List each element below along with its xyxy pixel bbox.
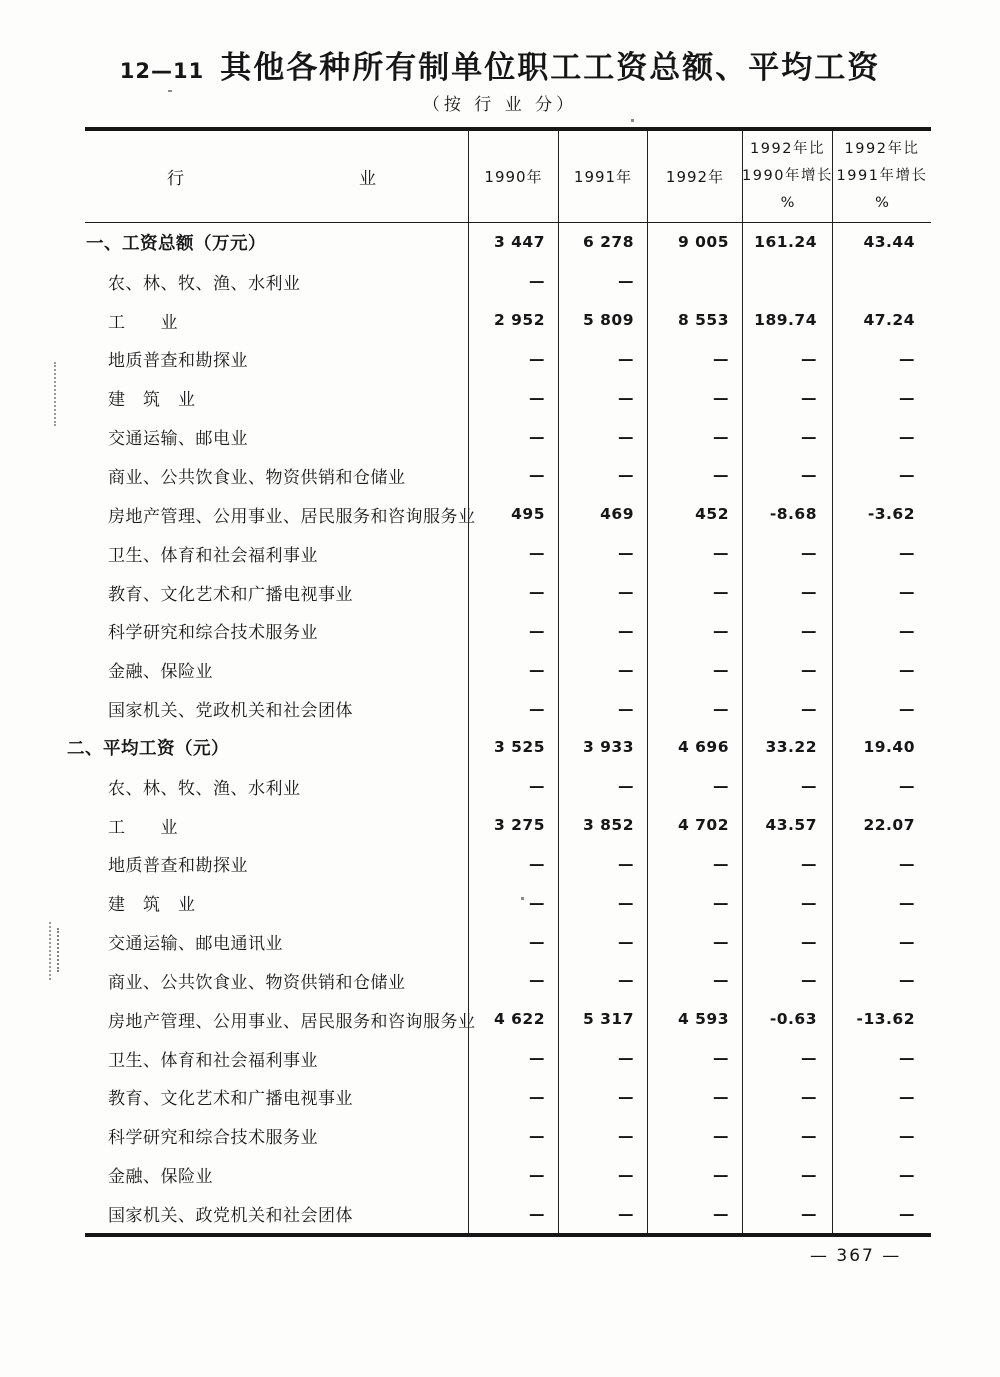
table-row xyxy=(85,301,931,340)
industry-label: 卫生、体育和社会福利事业 xyxy=(108,1050,318,1071)
value-1992: — xyxy=(647,1194,742,1233)
header-industry xyxy=(85,131,468,222)
growth-vs-1991: 47.24 xyxy=(832,301,931,340)
value-1992: — xyxy=(647,378,742,417)
growth-vs-1990: -0.63 xyxy=(742,1000,832,1039)
value-1992: — xyxy=(647,922,742,961)
value-1990: — xyxy=(468,611,558,650)
value-1990: — xyxy=(468,1155,558,1194)
value-1991: — xyxy=(558,340,647,379)
table-row xyxy=(85,340,931,379)
industry-label: 交通运输、邮电通讯业 xyxy=(108,934,283,955)
growth-vs-1990: -8.68 xyxy=(742,495,832,534)
table-row xyxy=(85,650,931,689)
value-1990: 495 xyxy=(468,495,558,534)
value-1991: 3 933 xyxy=(558,728,647,767)
growth-vs-1990: 161.24 xyxy=(742,223,832,262)
page-number: — 367 — xyxy=(810,1246,902,1266)
value-1990: — xyxy=(468,340,558,379)
table-row xyxy=(85,1155,931,1194)
growth-vs-1991: — xyxy=(832,456,931,495)
table-row xyxy=(85,573,931,612)
header-growth-vs-1991: 1992年比 1991年增长 % xyxy=(832,131,931,222)
industry-label: 工 业 xyxy=(108,817,178,838)
table-row xyxy=(85,534,931,573)
value-1990: — xyxy=(468,883,558,922)
growth-vs-1990: 43.57 xyxy=(742,806,832,845)
industry-label: 科学研究和综合技术服务业 xyxy=(108,1128,318,1149)
table-number: 12—11 xyxy=(119,59,205,83)
header-industry-left-char: 行 xyxy=(167,169,184,189)
value-1991: — xyxy=(558,1116,647,1155)
value-1992: — xyxy=(647,534,742,573)
value-1991: — xyxy=(558,456,647,495)
value-1990: — xyxy=(468,1039,558,1078)
table-row xyxy=(85,378,931,417)
value-1991: — xyxy=(558,262,647,301)
table-row xyxy=(85,767,931,806)
value-1991: — xyxy=(558,1039,647,1078)
table-row xyxy=(85,961,931,1000)
industry-label: 金融、保险业 xyxy=(108,662,213,683)
industry-label: 商业、公共饮食业、物资供销和仓储业 xyxy=(108,467,406,488)
header-1992: 1992年 xyxy=(647,131,742,222)
value-1990: — xyxy=(468,573,558,612)
industry-label: 地质普查和勘探业 xyxy=(108,856,248,877)
value-1990: — xyxy=(468,534,558,573)
growth-vs-1991: — xyxy=(832,845,931,884)
growth-vs-1991: 43.44 xyxy=(832,223,931,262)
table-row xyxy=(85,495,931,534)
table-body xyxy=(67,223,931,1233)
table-row xyxy=(85,1116,931,1155)
growth-vs-1990: — xyxy=(742,340,832,379)
growth-vs-1991: — xyxy=(832,922,931,961)
value-1990: — xyxy=(468,767,558,806)
growth-vs-1990: — xyxy=(742,767,832,806)
growth-vs-1990: — xyxy=(742,845,832,884)
growth-vs-1991: 19.40 xyxy=(832,728,931,767)
table-row xyxy=(85,611,931,650)
value-1990: — xyxy=(468,961,558,1000)
value-1991: 5 809 xyxy=(558,301,647,340)
table-row xyxy=(85,883,931,922)
industry-label: 房地产管理、公用事业、居民服务和咨询服务业 xyxy=(108,1011,476,1032)
statistics-table xyxy=(67,127,931,1237)
growth-vs-1991: — xyxy=(832,1078,931,1117)
value-1991: 469 xyxy=(558,495,647,534)
value-1990: — xyxy=(468,1116,558,1155)
value-1990: 3 447 xyxy=(468,223,558,262)
value-1991: — xyxy=(558,689,647,728)
table-row xyxy=(85,845,931,884)
value-1991: — xyxy=(558,883,647,922)
value-1992: 9 005 xyxy=(647,223,742,262)
growth-vs-1990: — xyxy=(742,689,832,728)
growth-vs-1990: — xyxy=(742,534,832,573)
value-1992: — xyxy=(647,573,742,612)
scan-artifact xyxy=(49,922,51,980)
growth-vs-1991: — xyxy=(832,573,931,612)
table-row xyxy=(85,223,931,262)
value-1991: — xyxy=(558,417,647,456)
value-1992: — xyxy=(647,611,742,650)
growth-vs-1990: — xyxy=(742,1155,832,1194)
growth-vs-1991: 22.07 xyxy=(832,806,931,845)
industry-label: 商业、公共饮食业、物资供销和仓储业 xyxy=(108,972,406,993)
industry-label: 金融、保险业 xyxy=(108,1167,213,1188)
value-1992: 4 593 xyxy=(647,1000,742,1039)
value-1990: 4 622 xyxy=(468,1000,558,1039)
table-row xyxy=(85,456,931,495)
growth-vs-1991: — xyxy=(832,417,931,456)
value-1990: — xyxy=(468,922,558,961)
value-1992: — xyxy=(647,845,742,884)
industry-label: 国家机关、党政机关和社会团体 xyxy=(108,701,353,722)
growth-vs-1991: — xyxy=(832,689,931,728)
growth-vs-1991: — xyxy=(832,767,931,806)
value-1991: 5 317 xyxy=(558,1000,647,1039)
industry-label: 房地产管理、公用事业、居民服务和咨询服务业 xyxy=(108,506,476,527)
growth-vs-1991: -3.62 xyxy=(832,495,931,534)
value-1991: — xyxy=(558,611,647,650)
growth-vs-1990: 189.74 xyxy=(742,301,832,340)
growth-vs-1991: — xyxy=(832,340,931,379)
value-1990: — xyxy=(468,417,558,456)
industry-label: 工 业 xyxy=(108,312,178,333)
value-1991: — xyxy=(558,378,647,417)
growth-vs-1990: — xyxy=(742,1078,832,1117)
value-1992: — xyxy=(647,1078,742,1117)
industry-label: 教育、文化艺术和广播电视事业 xyxy=(108,584,353,605)
header-industry-right-char: 业 xyxy=(359,169,376,189)
value-1991: — xyxy=(558,767,647,806)
table-row xyxy=(85,417,931,456)
value-1990: — xyxy=(468,378,558,417)
value-1991: — xyxy=(558,650,647,689)
table-row xyxy=(85,1039,931,1078)
value-1990: — xyxy=(468,1194,558,1233)
growth-vs-1991 xyxy=(832,262,931,301)
value-1991: — xyxy=(558,1078,647,1117)
growth-vs-1990: — xyxy=(742,378,832,417)
value-1992: — xyxy=(647,883,742,922)
growth-vs-1990: 33.22 xyxy=(742,728,832,767)
value-1992: — xyxy=(647,417,742,456)
value-1991: — xyxy=(558,1155,647,1194)
value-1992: — xyxy=(647,1116,742,1155)
header-1990: 1990年 xyxy=(468,131,558,222)
table-row xyxy=(85,806,931,845)
growth-vs-1990: — xyxy=(742,417,832,456)
growth-vs-1990: — xyxy=(742,1039,832,1078)
value-1992: — xyxy=(647,650,742,689)
growth-vs-1991: — xyxy=(832,1194,931,1233)
value-1990: — xyxy=(468,650,558,689)
value-1991: 3 852 xyxy=(558,806,647,845)
value-1992: — xyxy=(647,767,742,806)
industry-label: 农、林、牧、渔、水利业 xyxy=(108,273,301,294)
growth-vs-1991: — xyxy=(832,378,931,417)
header-1991: 1991年 xyxy=(558,131,647,222)
growth-vs-1991: — xyxy=(832,961,931,1000)
growth-vs-1990: — xyxy=(742,611,832,650)
value-1990: — xyxy=(468,689,558,728)
table-header-row xyxy=(85,131,931,223)
value-1992: — xyxy=(647,961,742,1000)
table-row xyxy=(67,728,931,767)
value-1991: — xyxy=(558,961,647,1000)
growth-vs-1990: — xyxy=(742,573,832,612)
value-1990: — xyxy=(468,845,558,884)
growth-vs-1990 xyxy=(742,262,832,301)
value-1991: — xyxy=(558,845,647,884)
growth-vs-1990: — xyxy=(742,1116,832,1155)
table-row xyxy=(85,922,931,961)
table-row xyxy=(85,689,931,728)
industry-label: 一、工资总额（万元） xyxy=(86,233,266,254)
growth-vs-1991: — xyxy=(832,1116,931,1155)
industry-label: 二、平均工资（元） xyxy=(67,738,229,759)
value-1992: 452 xyxy=(647,495,742,534)
industry-label: 交通运输、邮电业 xyxy=(108,429,248,450)
growth-vs-1990: — xyxy=(742,1194,832,1233)
industry-label: 科学研究和综合技术服务业 xyxy=(108,623,318,644)
industry-label: 国家机关、政党机关和社会团体 xyxy=(108,1206,353,1227)
value-1992: 4 702 xyxy=(647,806,742,845)
value-1990: 3 525 xyxy=(468,728,558,767)
industry-label: 农、林、牧、渔、水利业 xyxy=(108,778,301,799)
value-1991: — xyxy=(558,573,647,612)
table-row xyxy=(85,1194,931,1233)
table-row xyxy=(85,1000,931,1039)
table-subtitle: （按 行 业 分） xyxy=(422,95,578,115)
growth-vs-1991: — xyxy=(832,1039,931,1078)
value-1992: — xyxy=(647,1039,742,1078)
value-1992 xyxy=(647,262,742,301)
value-1992: — xyxy=(647,340,742,379)
value-1990: — xyxy=(468,1078,558,1117)
value-1992: 4 696 xyxy=(647,728,742,767)
growth-vs-1990: — xyxy=(742,456,832,495)
title-block xyxy=(0,42,1000,87)
industry-label: 地质普查和勘探业 xyxy=(108,351,248,372)
growth-vs-1991: — xyxy=(832,650,931,689)
value-1991: — xyxy=(558,534,647,573)
growth-vs-1990: — xyxy=(742,883,832,922)
scan-artifact xyxy=(168,90,172,92)
growth-vs-1990: — xyxy=(742,922,832,961)
value-1992: — xyxy=(647,1155,742,1194)
value-1990: — xyxy=(468,262,558,301)
value-1992: — xyxy=(647,456,742,495)
scan-artifact xyxy=(57,928,59,972)
growth-vs-1991: — xyxy=(832,1155,931,1194)
growth-vs-1990: — xyxy=(742,961,832,1000)
industry-label: 教育、文化艺术和广播电视事业 xyxy=(108,1089,353,1110)
value-1992: 8 553 xyxy=(647,301,742,340)
value-1991: 6 278 xyxy=(558,223,647,262)
industry-label: 建 筑 业 xyxy=(108,895,196,916)
value-1990: 3 275 xyxy=(468,806,558,845)
growth-vs-1990: — xyxy=(742,650,832,689)
growth-vs-1991: — xyxy=(832,611,931,650)
scan-artifact xyxy=(631,119,634,122)
growth-vs-1991: — xyxy=(832,534,931,573)
growth-vs-1991: — xyxy=(832,883,931,922)
industry-label: 卫生、体育和社会福利事业 xyxy=(108,545,318,566)
table-row xyxy=(85,262,931,301)
header-growth-vs-1990: 1992年比 1990年增长 % xyxy=(742,131,832,222)
value-1991: — xyxy=(558,922,647,961)
page-title: 其他各种所有制单位职工工资总额、平均工资 xyxy=(220,50,881,86)
table-row xyxy=(85,1078,931,1117)
value-1990: — xyxy=(468,456,558,495)
value-1990: 2 952 xyxy=(468,301,558,340)
scan-artifact xyxy=(521,897,524,900)
scan-artifact xyxy=(54,362,56,426)
growth-vs-1991: -13.62 xyxy=(832,1000,931,1039)
value-1991: — xyxy=(558,1194,647,1233)
value-1992: — xyxy=(647,689,742,728)
industry-label: 建 筑 业 xyxy=(108,390,196,411)
